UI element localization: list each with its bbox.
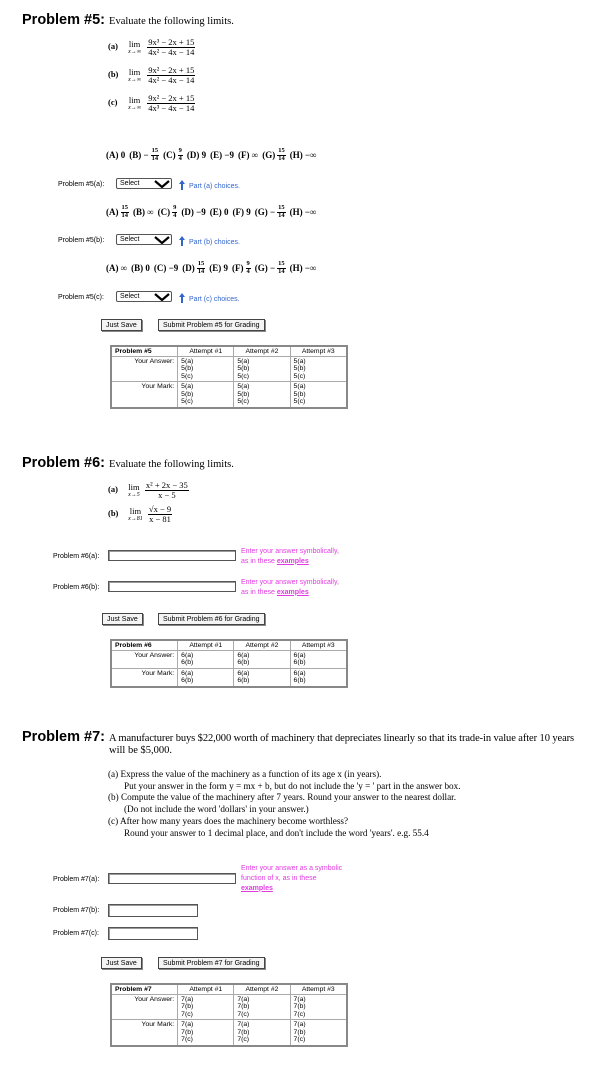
table-head-attempt1: Attempt #1 — [178, 984, 234, 995]
entry: 6(b) — [237, 659, 250, 667]
problem-5-intro: Evaluate the following limits. — [109, 16, 234, 27]
entry: 5(c) — [181, 372, 193, 380]
problem-5c-select[interactable] — [116, 291, 172, 302]
choice-b — [129, 148, 159, 162]
num: 9 — [178, 147, 182, 154]
hint-text: Part (a) choices. — [189, 182, 240, 190]
choice-b: (B) 0 — [131, 263, 150, 273]
limit-fraction — [147, 66, 195, 85]
examples-link[interactable]: examples — [276, 588, 309, 596]
denominator: x − 81 — [149, 513, 171, 524]
numerator: √x − 9 — [148, 504, 172, 514]
just-save-button-7[interactable]: Just Save — [101, 957, 142, 969]
problem-5b-label: Problem #5(b): — [58, 237, 105, 244]
entry: 5(c) — [237, 372, 250, 380]
num: 15 — [278, 204, 285, 211]
choice-g-label: (G) − — [254, 263, 276, 273]
problem-7-label: Problem #7: — [22, 729, 105, 745]
entry: 5(c) — [237, 398, 250, 406]
entry: 7(c) — [181, 1036, 193, 1044]
choice-f — [232, 261, 251, 275]
table-head-attempt1: Attempt #1 — [178, 346, 234, 357]
mark-cell — [234, 382, 290, 408]
submit-problem-7-button[interactable]: Submit Problem #7 for Grading — [158, 957, 265, 969]
limit-5a — [108, 38, 195, 57]
problem-6-label: Problem #6: — [22, 455, 105, 471]
choice-a-frac — [121, 205, 130, 219]
choice-c-frac — [178, 148, 183, 162]
table-head-attempt2: Attempt #2 — [234, 346, 290, 357]
choice-a-label: (A) — [106, 207, 119, 217]
problem-5c-hint — [179, 293, 240, 305]
lim-text: lim — [128, 67, 141, 78]
problem-7-intro-cont: will be $5,000. — [109, 745, 172, 756]
num: 9 — [173, 204, 177, 211]
choice-g — [255, 205, 286, 219]
num: 15 — [151, 147, 159, 154]
mark-cell — [178, 382, 234, 408]
num: 9 — [246, 260, 250, 267]
table-row — [111, 382, 347, 408]
problem-5c-label: Problem #5(c): — [58, 294, 104, 301]
entry: 7(a) — [181, 1021, 194, 1029]
num: 15 — [278, 260, 285, 267]
lim-text: lim — [128, 482, 140, 493]
lim-sub: x→∞ — [128, 76, 142, 83]
choice-g-frac — [277, 205, 286, 219]
just-save-button-6[interactable]: Just Save — [102, 613, 143, 625]
den: 14 — [197, 267, 205, 275]
entry: 6(a) — [181, 669, 194, 677]
lim-operator — [128, 96, 141, 111]
entry: 5(a) — [181, 383, 194, 391]
choice-c-label: (C) — [157, 207, 171, 217]
choice-b: (B) ∞ — [133, 207, 154, 217]
lim-text: lim — [129, 506, 142, 517]
limit-label: (a) — [108, 41, 118, 52]
entry: 6(b) — [237, 677, 250, 685]
problem-5a-select[interactable] — [116, 178, 172, 189]
den: 14 — [278, 211, 285, 219]
limit-5c — [108, 94, 195, 113]
lim-sub: x→∞ — [128, 48, 142, 55]
examples-link[interactable]: examples — [276, 557, 309, 565]
problem-5-label: Problem #5: — [22, 12, 105, 28]
denominator: 4x³ − 4x − 14 — [148, 102, 195, 113]
answer-cell — [178, 357, 234, 382]
table-head-problem: Problem #7 — [111, 984, 178, 995]
entry: 6(a) — [181, 652, 194, 659]
entry: 5(c) — [293, 398, 306, 406]
problem-7-intro: A manufacturer buys $22,000 worth of machinery that depreciates linearly so that its trade-in value after 10 years — [109, 733, 575, 744]
choice-e: (E) 9 — [209, 263, 229, 273]
table-row — [111, 995, 347, 1020]
your-mark-label: Your Mark: — [111, 1020, 178, 1046]
entry: 7(b) — [237, 1003, 250, 1011]
mark-cell — [290, 1020, 347, 1046]
hint-line — [241, 557, 339, 567]
den: 14 — [278, 267, 285, 275]
problem-7b-input[interactable] — [108, 904, 198, 917]
entry: 6(a) — [293, 669, 306, 677]
choice-e: (E) −9 — [210, 150, 235, 160]
entry: 7(c) — [237, 1036, 250, 1044]
entry: 6(b) — [181, 677, 194, 685]
choice-e: (E) 0 — [209, 207, 229, 217]
chevron-down-icon — [153, 179, 171, 188]
mark-cell — [234, 1020, 290, 1046]
choice-h: (H) −∞ — [289, 207, 317, 217]
select-value: Select — [120, 293, 140, 300]
choice-c-frac — [172, 205, 177, 219]
choice-g-frac — [277, 148, 286, 162]
choice-d-frac — [197, 261, 206, 275]
entry: 5(a) — [237, 358, 250, 365]
table-head-problem: Problem #5 — [111, 346, 178, 357]
select-value: Select — [120, 236, 140, 243]
numerator: 9x² − 2x + 15 — [148, 93, 195, 103]
choice-h: (H) −∞ — [289, 150, 317, 160]
attempts-table-7 — [110, 983, 348, 1047]
table-head-problem: Problem #6 — [111, 640, 178, 651]
num: 15 — [121, 204, 128, 211]
choice-d: (D) 9 — [186, 150, 207, 160]
choice-c — [158, 205, 178, 219]
table-header — [111, 346, 347, 357]
choice-f-label: (F) — [232, 263, 244, 273]
den: 14 — [121, 211, 128, 219]
hint-line: Enter your answer symbolically, — [241, 548, 339, 555]
denominator: 4x² − 4x − 14 — [148, 74, 195, 85]
arrow-up-icon — [179, 293, 185, 305]
arrow-up-icon — [179, 180, 185, 192]
table-head-attempt3: Attempt #3 — [290, 984, 347, 995]
choice-f: (F) ∞ — [238, 150, 259, 160]
table-row — [111, 1020, 347, 1046]
choice-b-frac — [151, 148, 160, 162]
table-head-attempt3: Attempt #3 — [290, 346, 347, 357]
numerator: x² + 2x − 35 — [145, 480, 188, 490]
problem-6-title — [22, 455, 234, 471]
select-value: Select — [120, 180, 140, 187]
entry: 7(b) — [181, 1003, 194, 1011]
question-c-note: Round your answer to 1 decimal place, and don't include the word 'years'. e.g. 55.4 — [124, 827, 429, 838]
entry: 5(a) — [293, 358, 306, 365]
choice-g-label: (G) − — [254, 207, 276, 217]
entry: 5(a) — [181, 358, 194, 365]
table-row — [111, 668, 347, 686]
problem-7-questions — [108, 769, 461, 839]
limit-5b — [108, 66, 195, 85]
answer-cell — [290, 357, 347, 382]
hint-text: as in these — [241, 557, 275, 565]
entry: 7(c) — [237, 1010, 250, 1018]
problem-7b-label: Problem #7(b): — [53, 907, 100, 914]
den: 4 — [246, 267, 250, 275]
limit-label: (b) — [108, 69, 119, 80]
lim-text: lim — [128, 95, 141, 106]
entry: 5(b) — [293, 390, 306, 398]
answer-cell — [178, 651, 234, 669]
entry: 5(b) — [293, 365, 306, 373]
entry: 7(b) — [293, 1028, 306, 1036]
entry: 5(b) — [237, 390, 250, 398]
choice-b-label: (B) − — [129, 150, 149, 160]
num: 15 — [197, 260, 205, 267]
choice-g-frac — [277, 261, 286, 275]
choice-d — [182, 261, 205, 275]
choice-g — [262, 148, 286, 162]
choice-a — [106, 205, 129, 219]
problem-5a-hint — [179, 180, 240, 192]
problem-6-intro: Evaluate the following limits. — [109, 459, 234, 470]
hint-text: as in these — [241, 588, 275, 596]
choice-c-label: (C) — [163, 150, 176, 160]
limit-fraction — [147, 38, 195, 57]
choice-c: (C) −9 — [153, 263, 179, 273]
your-mark-label: Your Mark: — [111, 382, 178, 408]
entry: 7(b) — [237, 1028, 250, 1036]
choice-d: (D) −9 — [181, 207, 206, 217]
hint-line: Enter your answer as a symbolic — [241, 865, 343, 872]
choice-c — [163, 148, 183, 162]
submit-problem-5-button[interactable]: Submit Problem #5 for Grading — [158, 319, 265, 331]
lim-operator — [128, 483, 140, 498]
problem-5b-select[interactable] — [116, 234, 172, 245]
entry: 6(b) — [293, 677, 306, 685]
limit-6a — [108, 481, 189, 500]
limit-label: (a) — [108, 484, 118, 495]
entry: 7(a) — [181, 996, 194, 1003]
mark-cell — [178, 1020, 234, 1046]
entry: 7(a) — [293, 1021, 306, 1029]
choice-h: (H) −∞ — [289, 263, 317, 273]
limit-label: (b) — [108, 508, 119, 519]
choice-f: (F) 9 — [232, 207, 251, 217]
question-a: (a) Express the value of the machinery as a function of its age x (in years). — [108, 769, 382, 779]
entry: 7(a) — [237, 1021, 250, 1029]
problem-6b-label: Problem #6(b): — [53, 584, 100, 591]
hint-text: Part (b) choices. — [189, 238, 240, 246]
entry: 7(c) — [181, 1010, 193, 1018]
entry: 7(b) — [293, 1003, 306, 1011]
answer-cell — [290, 995, 347, 1020]
hint-line — [241, 588, 339, 598]
problem-6b-hint — [241, 578, 339, 598]
table-row — [111, 357, 347, 382]
lim-operator — [128, 68, 141, 83]
just-save-button-5[interactable]: Just Save — [101, 319, 142, 331]
entry: 7(c) — [293, 1036, 306, 1044]
table-head-attempt2: Attempt #2 — [234, 984, 290, 995]
entry: 6(a) — [293, 652, 306, 659]
denominator: x − 5 — [158, 489, 176, 500]
question-c: (c) After how many years does the machinery become worthless? — [108, 815, 349, 826]
table-head-attempt1: Attempt #1 — [178, 640, 234, 651]
entry: 7(a) — [237, 996, 250, 1003]
choice-g-label: (G) — [262, 150, 276, 160]
limit-6b — [108, 505, 172, 524]
problem-6a-hint — [241, 547, 339, 567]
problem-7c-label: Problem #7(c): — [53, 930, 99, 937]
problem-7-title — [22, 728, 598, 756]
choice-a: (A) 0 — [106, 150, 126, 160]
choice-d-label: (D) — [182, 263, 195, 273]
entry: 7(a) — [293, 996, 306, 1003]
attempts-table-6 — [110, 639, 348, 688]
den: 14 — [278, 154, 285, 162]
answer-cell — [290, 651, 347, 669]
entry: 6(a) — [237, 669, 250, 677]
problem-6a-label: Problem #6(a): — [53, 553, 100, 560]
problem-7a-input[interactable] — [108, 873, 236, 884]
chevron-down-icon — [153, 235, 171, 244]
your-mark-label: Your Mark: — [111, 668, 178, 686]
choices-5b — [106, 205, 316, 219]
entry: 5(c) — [293, 372, 306, 380]
mark-cell — [178, 668, 234, 686]
answer-cell — [234, 651, 290, 669]
lim-sub: x→81 — [128, 515, 143, 522]
limit-fraction — [145, 481, 189, 500]
entry: 5(b) — [181, 390, 194, 398]
mark-cell — [290, 668, 347, 686]
denominator: 4x² − 4x − 14 — [148, 46, 195, 57]
question-a-note: Put your answer in the form y = mx + b, but do not include the 'y = ' part in the answer box. — [124, 780, 461, 791]
answer-cell — [234, 995, 290, 1020]
limit-label: (c) — [108, 97, 118, 108]
question-b: (b) Compute the value of the machinery after 7 years. Round your answer to the nearest dollar. — [108, 792, 456, 803]
hint-line: function of x, as in these — [241, 874, 317, 882]
arrow-up-icon — [179, 236, 185, 248]
lim-operator — [128, 40, 141, 55]
lim-sub: x→5 — [128, 491, 140, 498]
attempts-table-5 — [110, 345, 348, 409]
lim-sub: x→∞ — [128, 104, 142, 111]
table-head-attempt2: Attempt #2 — [234, 640, 290, 651]
numerator: 9x³ − 2x + 15 — [148, 37, 195, 47]
problem-6b-input[interactable] — [108, 581, 236, 592]
lim-text: lim — [128, 39, 141, 50]
problem-5a-label: Problem #5(a): — [58, 181, 105, 188]
entry: 6(a) — [237, 652, 250, 659]
den: 4 — [178, 154, 182, 162]
lim-operator — [128, 507, 143, 522]
table-header — [111, 984, 347, 995]
choice-a: (A) ∞ — [106, 263, 128, 273]
table-header — [111, 640, 347, 651]
entry: 7(c) — [293, 1010, 306, 1018]
entry: 6(b) — [181, 659, 194, 667]
entry: 5(c) — [181, 398, 193, 406]
entry: 6(b) — [293, 659, 306, 667]
limit-fraction — [148, 505, 172, 524]
entry: 5(b) — [237, 365, 250, 373]
chevron-down-icon — [153, 292, 171, 301]
mark-cell — [234, 668, 290, 686]
question-b-note: (Do not include the word 'dollars' in your answer.) — [124, 804, 309, 815]
problem-5-title — [22, 12, 234, 28]
mark-cell — [290, 382, 347, 408]
choice-f-frac — [246, 261, 251, 275]
submit-problem-6-button[interactable]: Submit Problem #6 for Grading — [158, 613, 265, 625]
examples-link[interactable]: examples — [241, 884, 273, 892]
your-answer-label: Your Answer: — [111, 995, 178, 1020]
den: 14 — [151, 154, 159, 162]
entry: 5(a) — [237, 383, 250, 391]
your-answer-label: Your Answer: — [111, 357, 178, 382]
problem-7a-label: Problem #7(a): — [53, 876, 100, 883]
numerator: 9x² − 2x + 15 — [148, 65, 195, 75]
choices-5c — [106, 261, 316, 275]
entry: 5(a) — [293, 383, 306, 391]
num: 15 — [278, 147, 285, 154]
den: 4 — [173, 211, 177, 219]
table-head-attempt3: Attempt #3 — [290, 640, 347, 651]
limit-fraction — [147, 94, 195, 113]
entry: 5(b) — [181, 365, 194, 373]
problem-5b-hint — [179, 236, 240, 248]
hint-text: Part (c) choices. — [189, 295, 240, 303]
problem-6a-input[interactable] — [108, 550, 236, 561]
problem-7a-hint — [241, 864, 342, 893]
answer-cell — [234, 357, 290, 382]
table-row — [111, 651, 347, 669]
answer-cell — [178, 995, 234, 1020]
problem-7c-input[interactable] — [108, 927, 198, 940]
entry: 7(b) — [181, 1028, 194, 1036]
choice-g — [255, 261, 286, 275]
hint-line: Enter your answer symbolically, — [241, 579, 339, 586]
choices-5a — [106, 148, 317, 162]
your-answer-label: Your Answer: — [111, 651, 178, 669]
